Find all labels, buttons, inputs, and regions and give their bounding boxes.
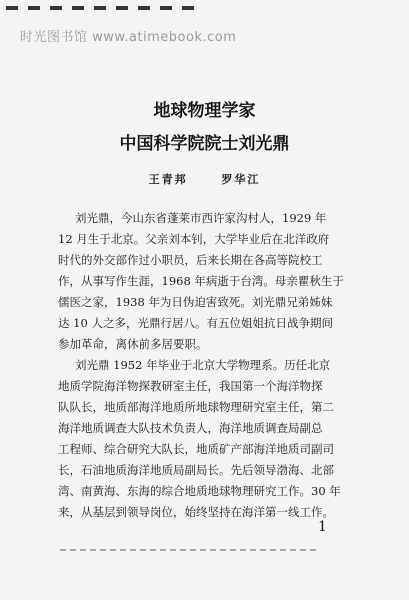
paragraph-1-line: 刘光鼎，今山东省蓬莱市西许家沟村人，1929 年: [75, 211, 327, 225]
title-line-1: 地球物理学家: [153, 101, 256, 121]
paragraph-1-line: 参加革命，离休前多居要职。: [58, 337, 208, 351]
author-2: 罗华江: [221, 173, 261, 186]
paragraph-1-line: 儒医之家，1938 年为日伪迫害致死。刘光鼎兄弟姊妹: [58, 295, 333, 309]
author-1: 王青邦: [148, 173, 188, 186]
paragraph-2-line: 湾、南黄海、东海的综合地质地球物理研究工作。30 年: [58, 484, 341, 498]
paragraph-1-line: 达 10 人之多，光鼎行居八。有五位姐姐抗日战争期间: [58, 316, 333, 330]
title-line-2: 中国科学院院士刘光鼎: [119, 134, 290, 154]
paragraph-2-line: 工程师、综合研究大队长，地质矿产部海洋地质司副司: [58, 442, 334, 456]
paragraph-1-line: 作，从事写作生涯，1968 年病逝于台湾。母亲瞿秋生于: [58, 274, 344, 288]
paragraph-1-line: 12 月生于北京。父亲刘本钊，大学毕业后在北洋政府: [58, 232, 330, 246]
paragraph-2-line: 来，从基层到领导岗位，始终坚持在海洋第一线工作。: [58, 505, 334, 519]
paragraph-2-line: 地质学院海洋物探教研室主任，我国第一个海洋物探: [58, 379, 323, 393]
top-scan-dashes: [6, 6, 196, 10]
page-number: 1: [318, 519, 327, 535]
bottom-scan-artifact: [60, 549, 320, 551]
paragraph-2-line: 长，石油地质海洋地质局副局长。先后领导渤海、北部: [58, 463, 334, 477]
paragraph-2-line: 刘光鼎 1952 年毕业于北京大学物理系。历任北京: [75, 358, 331, 372]
paragraph-1-line: 时代的外交部作过小职员，后来长期在各高等院校工: [58, 253, 323, 267]
paragraph-2-line: 队队长，地质部海洋地质所地球物理研究室主任，第二: [58, 400, 334, 414]
watermark: 时光图书馆 www.atimebook.com: [20, 30, 237, 45]
author-byline: [0, 171, 409, 187]
paragraph-2-line: 海洋地质调查大队技术负责人，海洋地质调查局副总: [58, 421, 323, 435]
